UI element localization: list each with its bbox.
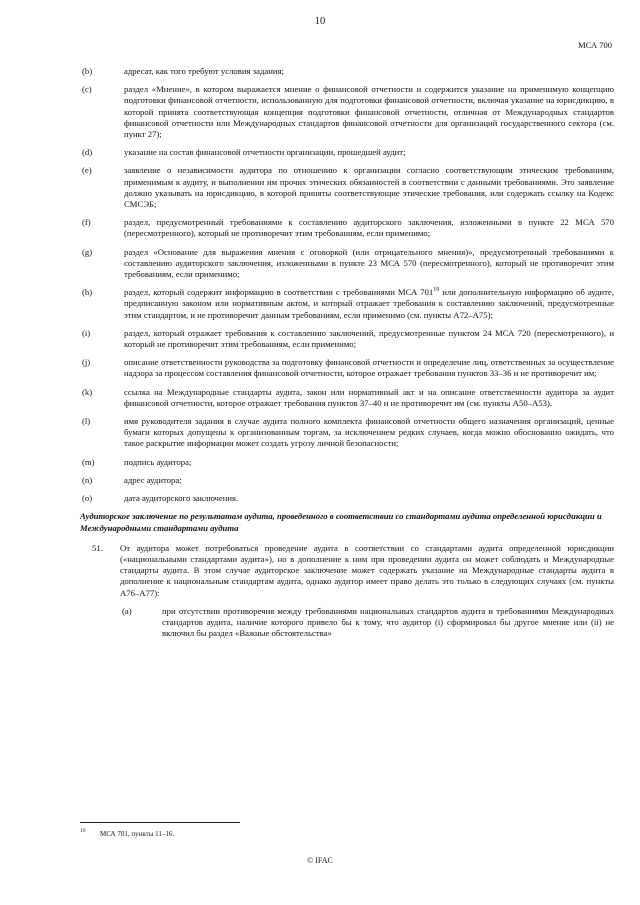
list-marker: (c) [82, 84, 92, 95]
list-marker: (a) [122, 605, 132, 616]
list-marker: (g) [82, 246, 93, 257]
standard-code-header: МСА 700 [578, 40, 612, 50]
paragraph-text: От аудитора может потребоваться проведение аудита в соответствии со стандартами аудита определенной юрисдикции («национальными стандартами аудита»), но в дополнение к ним при проведении аудита он может соблюдать и Международные стандарты аудита. В этом случае аудиторское заключение может содержать указание на Международные стандарты аудита в дополнение к национальным стандартам аудита, однако аудитор имеет право делать это только в следующих случаях (см. пункты А76–А77): [120, 542, 614, 598]
footnote-reference[interactable]: 19 [433, 287, 440, 294]
section-heading: Аудиторское заключение по результатам аудита, проведенного в соответствии со стандартами аудита определенной юрисдикции и Международными стандартами аудита [80, 511, 602, 533]
paragraph-number: 51. [92, 542, 103, 553]
list-item-text: имя руководителя задания в случае аудита полного комплекта финансовой отчетности общего назначения организаций, ценные бумаги которых допущены к организованным торгам, за исключением редких случаев, когда можно обоснованно ожидать, что такое раскрытие информации может создать угрозу личной безопасности; [124, 416, 614, 449]
page-number: 10 [314, 16, 326, 27]
list-marker: (o) [82, 493, 93, 504]
list-item-l [82, 416, 614, 450]
list-item-text: дата аудиторского заключения. [124, 493, 239, 504]
document-body [82, 66, 614, 639]
list-item-e [82, 165, 614, 210]
list-item-text: ссылка на Международные стандарты аудита, закон или нормативный акт и на описание ответственности аудитора за аудит финансовой отчетности, которое отражает требования пунктов 37–40 и не противоречит им (см. пункты А50–А53). [124, 386, 614, 408]
copyright-footer: © IFAC [307, 856, 333, 865]
list-item-c [82, 84, 614, 140]
list-item-text: раздел, предусмотренный требованиями к составлению аудиторского заключения, изложенными в пункте 22 МСА 570 (пересмотренного), который не противоречит этим требованиям, если применимо; [124, 217, 614, 239]
list-item-o [82, 493, 614, 504]
list-item-g [82, 247, 614, 281]
list-item-text: указание на состав финансовой отчетности организации, прошедшей аудит; [124, 147, 406, 158]
footnote-text: МСА 701, пункты 11–16. [100, 830, 175, 838]
list-marker: (i) [82, 327, 91, 338]
list-item-text: при отсутствии противоречия между требованиями национальных стандартов аудита и требованиями Международных стандартов аудита, наличие которого привело бы к тому, что аудитор (i) сформировал бы другое мнение или (ii) не включил бы раздел «Важные обстоятельства» [162, 605, 614, 639]
list-item-text: адресат, как того требуют условия задания; [124, 66, 284, 76]
list-item-k [82, 387, 614, 409]
list-marker: (f) [82, 217, 91, 228]
list-item-text: адрес аудитора; [124, 474, 182, 485]
list-item-f [82, 217, 614, 239]
list-item-n [82, 475, 614, 486]
list-marker: (m) [82, 456, 95, 467]
paragraph-51 [80, 543, 614, 599]
list-marker: (j) [82, 357, 91, 368]
list-item-text: описание ответственности руководства за подготовку финансовой отчетности и определение лиц, ответственных за осуществление надзора за процессом составления финансовой отчетности, которое отражает требования пунктов 33–36 и не противоречит им; [124, 357, 614, 379]
list-item-i [82, 328, 614, 350]
list-marker: (b) [82, 66, 93, 76]
list-item-text: раздел, который содержит информацию в соответствии с требованиями МСА $701^{19}$ или дополнительную информацию об аудите, предписанную законом или нормативным актом, и который отражает требования к составлению заключений, предусмотренные этим стандартом, и не противоречит данным требованиям, если применимо (см. пункты А72–А75); [124, 287, 614, 320]
footnote-divider [80, 822, 240, 823]
list-item-text: раздел, который отражает требования к составлению заключений, предусмотренные пунктом 24 МСА 720 (пересмотренного), и который не противоречит этим требованиям, если применимо; [124, 327, 614, 350]
list-item-text: раздел «Мнение», в котором выражается мнение о финансовой отчетности и содержится указание на применимую концепцию подготовки финансовой отчетности, использованную для подготовки финансовой отчетности, включая указание на юрисдикцию, в которой принята соответствующая концепция подготовки финансовой отчетности, отличная от Международных стандартов финансовой отчетности или Международных стандартов финансовой отчетности для организаций государственного сектора (см. пункт 27); [124, 84, 614, 140]
list-item-text: раздел «Основание для выражения мнения с оговоркой (или отрицательного мнения)», предусмотренный требованиями к составлению аудиторского заключения, изложенными в пункте 23 МСА 570 (пересмотренного), который не противоречит этим требованиям, если применимо; [124, 246, 614, 280]
list-marker: (k) [82, 386, 93, 397]
list-marker: (d) [82, 147, 93, 158]
list-marker: (e) [82, 165, 92, 176]
list-marker: (h) [82, 287, 93, 298]
list-item-m [82, 457, 614, 468]
list-item-text: подпись аудитора; [124, 456, 192, 467]
sub-item-a [122, 606, 614, 640]
list-item-h [82, 287, 614, 321]
list-item-j [82, 357, 614, 379]
list-item-d [82, 147, 614, 158]
footnote [80, 830, 174, 838]
footnote-number: 19 [80, 828, 86, 834]
list-marker: (n) [82, 474, 93, 485]
list-marker: (l) [82, 416, 91, 427]
list-item-b [82, 66, 614, 77]
list-item-text: заявление о независимости аудитора по отношению к организации согласно соответствующим этическим требованиям, применимым к аудиту, и выполнении им прочих этических обязанностей в соответствии с данными требованиями. Это заявление должно указывать на юрисдикцию, в которой приняты соответствующие этические требования, или содержать ссылку на Кодекс СМСЭБ; [124, 165, 614, 210]
